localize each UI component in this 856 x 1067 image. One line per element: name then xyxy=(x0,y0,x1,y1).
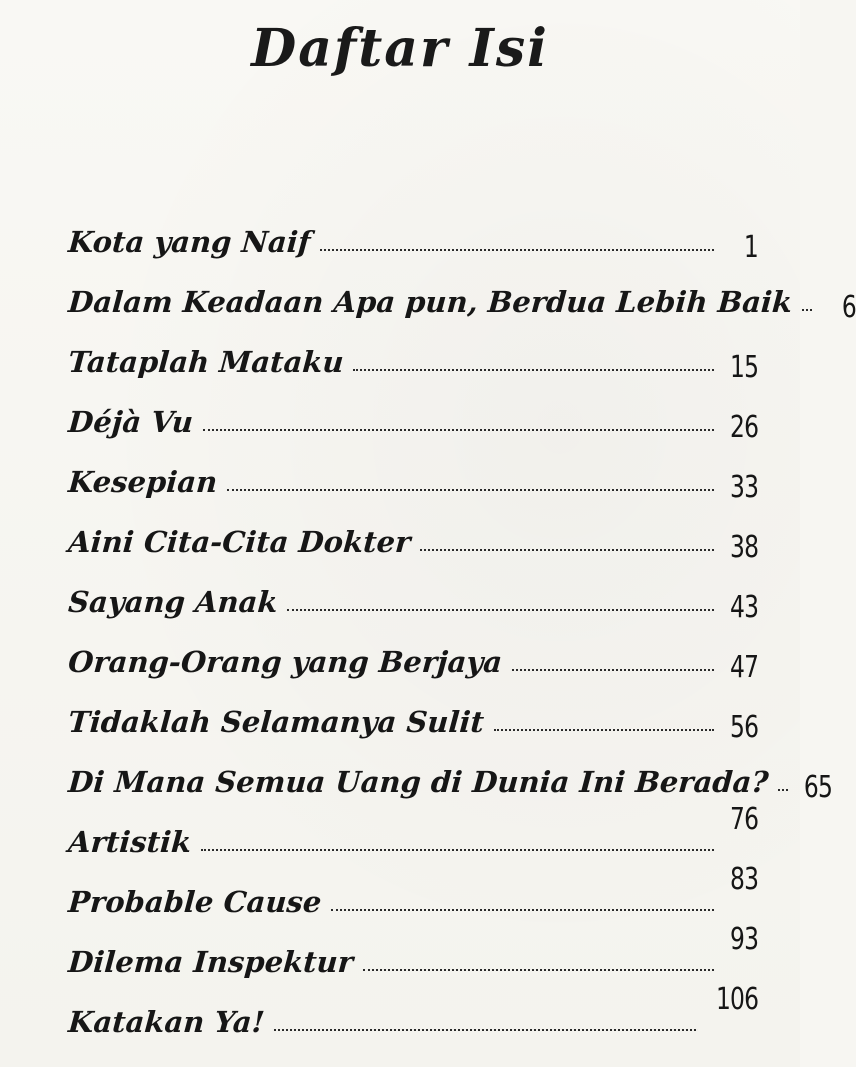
dot-leader xyxy=(420,549,714,551)
toc-entry-title: Sayang Anak xyxy=(67,585,279,619)
toc-entry-title: Artistik xyxy=(67,825,193,859)
toc-entry-page: 15 xyxy=(729,350,758,385)
toc-entry-page: 6 xyxy=(841,290,856,325)
dot-leader xyxy=(227,489,714,491)
toc-entry[interactable] xyxy=(68,685,758,745)
toc-entry-page: 83 xyxy=(729,862,758,897)
dot-leader xyxy=(363,969,714,971)
dot-leader xyxy=(778,789,788,791)
dot-leader xyxy=(494,729,714,731)
toc-entry-title: Kesepian xyxy=(67,465,219,499)
toc-entry-title: Katakan Ya! xyxy=(67,1005,266,1039)
toc-entry[interactable] xyxy=(67,265,856,325)
toc-entry[interactable] xyxy=(67,802,758,865)
toc-entry-page: 26 xyxy=(729,410,758,445)
toc-entry-page: 43 xyxy=(729,590,758,625)
dot-leader xyxy=(353,369,714,371)
dot-leader xyxy=(512,669,714,671)
dot-leader xyxy=(203,429,714,431)
dot-leader xyxy=(287,609,714,611)
toc-entry-title: Tidaklah Selamanya Sulit xyxy=(67,705,486,739)
toc-entry-page: 56 xyxy=(729,710,758,745)
toc-entry[interactable] xyxy=(68,565,758,625)
toc-entry-page: 47 xyxy=(729,650,758,685)
dot-leader xyxy=(274,1029,696,1031)
toc-entry[interactable] xyxy=(68,505,758,565)
toc-entry-title: Dalam Keadaan Apa pun, Berdua Lebih Baik xyxy=(67,285,794,319)
dot-leader xyxy=(802,309,812,311)
toc-entry-title: Tataplah Mataku xyxy=(67,345,345,379)
toc-entry[interactable] xyxy=(67,982,758,1045)
toc-entry-title: Déjà Vu xyxy=(67,405,195,439)
dot-leader xyxy=(320,249,714,251)
toc-entry-page: 106 xyxy=(715,982,758,1017)
toc-entry-title: Di Mana Semua Uang di Dunia Ini Berada? xyxy=(67,765,770,799)
dot-leader xyxy=(201,849,714,851)
dot-leader xyxy=(331,909,714,911)
toc-entry[interactable] xyxy=(67,862,758,925)
toc-entry-title: Aini Cita-Cita Dokter xyxy=(67,525,412,559)
toc-entry-page: 1 xyxy=(743,230,758,265)
toc-entry[interactable] xyxy=(68,625,758,685)
toc-entry[interactable] xyxy=(68,205,758,265)
toc-entry-page: 65 xyxy=(804,770,833,805)
toc-entry-page: 33 xyxy=(729,470,758,505)
toc-entry-title: Dilema Inspektur xyxy=(67,945,355,979)
toc-entry-title: Probable Cause xyxy=(67,885,323,919)
toc-entry[interactable] xyxy=(67,745,833,805)
toc-entry[interactable] xyxy=(68,385,758,445)
toc-entry[interactable] xyxy=(68,445,758,505)
toc-entry[interactable] xyxy=(68,325,758,385)
toc-entry-page: 76 xyxy=(729,802,758,837)
toc-entry[interactable] xyxy=(67,922,758,985)
table-of-contents xyxy=(67,205,856,1045)
toc-entry-title: Kota yang Naif xyxy=(67,225,312,259)
toc-entry-title: Orang-Orang yang Berjaya xyxy=(67,645,504,679)
toc-entry-page: 93 xyxy=(729,922,758,957)
toc-entry-page: 38 xyxy=(729,530,758,565)
page-title: Daftar Isi xyxy=(251,18,549,79)
